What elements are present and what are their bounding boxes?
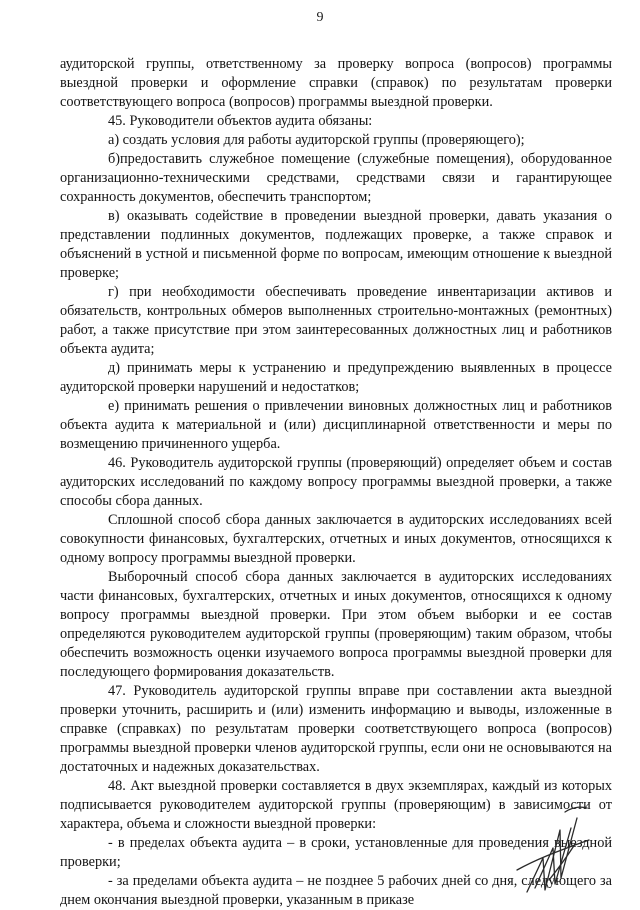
list-item-45d: д) принимать меры к устранению и предупреждению выявленных в процессе аудиторской проверки нарушений и недостатков;	[60, 360, 612, 395]
list-item-45e: е) принимать решения о привлечении виновных должностных лиц и работников объекта аудита к материальной и (или) дисциплинарной ответственности и меры по возмещению причиненного ущерба.	[60, 398, 612, 452]
paragraph-47: 47. Руководитель аудиторской группы вправе при составлении акта выездной проверки уточнить, расширить и (или) изменить информацию и выводы, изложенные в справке (справках) по результатам проверки соответствующего вопроса (вопросов) программы выездной проверки членов аудиторской группы, если они не основываются на достаточных и надежных доказательствах.	[60, 683, 612, 775]
list-item-45b: б)предоставить служебное помещение (служебные помещения), оборудованное организационно-техническими средствами, средствами связи и гарантирующее сохранность документов, обеспечить транспортом;	[60, 151, 612, 205]
list-item-45a: а) создать условия для работы аудиторской группы (проверяющего);	[108, 132, 525, 148]
list-item-48-within: - в пределах объекта аудита – в сроки, установленные для проведения выездной проверки;	[60, 835, 612, 870]
paragraph-sampling-method: Выборочный способ сбора данных заключается в аудиторских исследованиях части финансовых, бухгалтерских, отчетных и иных документов, относящихся к одному вопросу программы выездной проверки. При этом объем выборки и ее состав определяются руководителем аудиторской группы (проверяющим) таким образом, чтобы обеспечить возможность оценки изучаемого вопроса программы выездной проверки для последующего формирования доказательств.	[60, 569, 612, 680]
paragraph-continuous-method: Сплошной способ сбора данных заключается в аудиторских исследованиях всей совокупности финансовых, бухгалтерских, отчетных и иных документов, относящихся к одному вопросу программы выездной проверки.	[60, 512, 612, 566]
list-item-48-outside: - за пределами объекта аудита – не позднее 5 рабочих дней со дня, следующего за днем окончания выездной проверки, указанным в приказе	[60, 873, 612, 908]
paragraph-continuation: аудиторской группы, ответственному за проверку вопроса (вопросов) программы выездной проверки и оформление справки (справок) по результатам проверки соответствующего вопроса (вопросов) программы выездной проверки.	[60, 56, 612, 110]
page-number: 9	[316, 10, 324, 25]
document-body	[60, 55, 612, 910]
handwritten-signature	[505, 800, 595, 900]
list-item-45v: в) оказывать содействие в проведении выездной проверки, давать указания о представлении подлинных документов, подлежащих проверке, а также справок и объяснений в устной и письменной форме по вопросам, имеющим отношение к выездной проверке;	[60, 208, 612, 281]
paragraph-46: 46. Руководитель аудиторской группы (проверяющий) определяет объем и состав аудиторских исследований по каждому вопросу программы выездной проверки, а также способы сбора данных.	[60, 455, 612, 509]
paragraph-48: 48. Акт выездной проверки составляется в двух экземплярах, каждый из которых подписывается руководителем аудиторской группы (проверяющим) в зависимости от характера, объема и сложности выездной проверки:	[60, 778, 612, 832]
list-item-45g: г) при необходимости обеспечивать проведение инвентаризации активов и обязательств, контрольных обмеров выполненных строительно-монтажных (ремонтных) работ, а также присутствие при этом заинтересованных должностных лиц и работников объекта аудита;	[60, 284, 612, 357]
paragraph-45: 45. Руководители объектов аудита обязаны:	[108, 113, 373, 129]
